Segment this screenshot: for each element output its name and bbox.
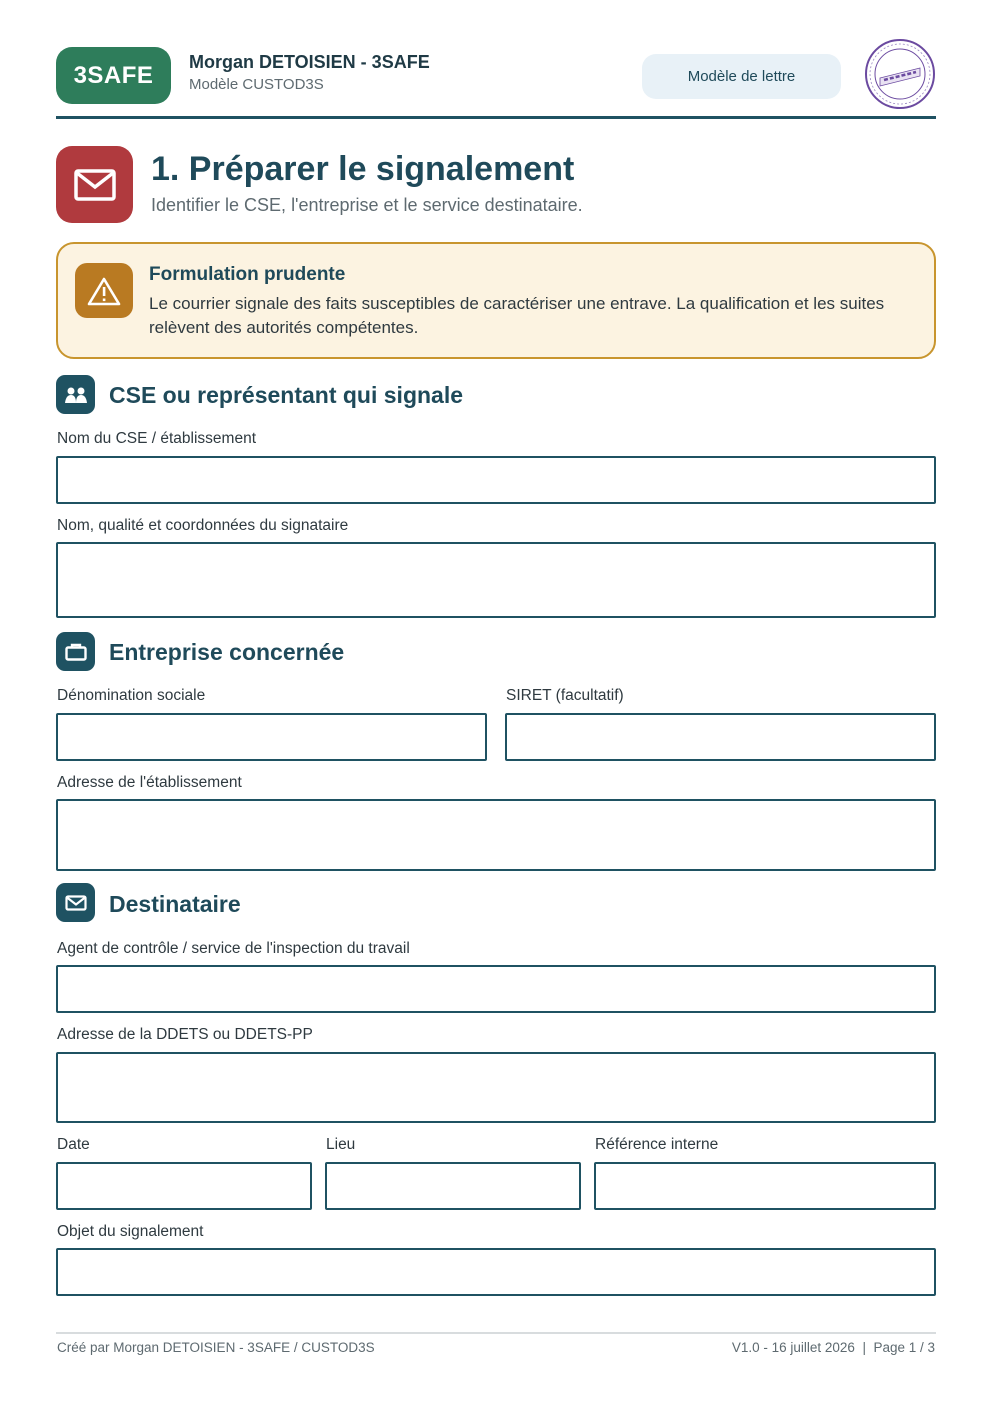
label-reference: Référence interne — [595, 1136, 719, 1153]
seal-icon — [864, 38, 936, 110]
section-title-recipient: Destinataire — [109, 891, 241, 917]
footer-credit: Créé par Morgan DETOISIEN - 3SAFE / CUSTOD3S — [57, 1340, 375, 1355]
page-subtitle: Identifier le CSE, l'entreprise et le service destinataire. — [151, 195, 583, 215]
footer-version-page: V1.0 - 16 juillet 2026 | Page 1 / 3 — [731, 1340, 935, 1355]
author-name: Morgan DETOISIEN - 3SAFE — [189, 52, 430, 72]
section-title-cse: CSE ou représentant qui signale — [109, 382, 464, 408]
reference-field[interactable] — [594, 1162, 936, 1210]
page-title: 1. Préparer le signalement — [151, 150, 575, 188]
label-date: Date — [57, 1136, 90, 1153]
label-signatory: Nom, qualité et coordonnées du signataire — [57, 517, 349, 534]
warning-triangle-icon — [75, 263, 133, 318]
logo-badge: 3SAFE — [56, 47, 171, 104]
cse-name-field[interactable] — [56, 456, 936, 504]
company-name-field[interactable] — [56, 713, 487, 761]
label-siret: SIRET (facultatif) — [506, 687, 624, 704]
people-icon — [56, 375, 95, 414]
document-type-badge: Modèle de lettre — [642, 54, 841, 99]
model-name: Modèle CUSTOD3S — [189, 76, 324, 93]
briefcase-icon — [56, 632, 95, 671]
agent-field[interactable] — [56, 965, 936, 1013]
label-object: Objet du signalement — [57, 1223, 204, 1240]
siret-field[interactable] — [505, 713, 936, 761]
label-agent: Agent de contrôle / service de l'inspection du travail — [57, 940, 410, 957]
label-place: Lieu — [326, 1136, 356, 1153]
company-address-field[interactable] — [56, 799, 936, 871]
footer-divider — [56, 1332, 936, 1334]
warning-title: Formulation prudente — [149, 264, 346, 285]
envelope-icon — [56, 146, 133, 223]
object-field[interactable] — [56, 1248, 936, 1296]
signatory-field[interactable] — [56, 542, 936, 618]
label-address: Adresse de l'établissement — [57, 774, 242, 791]
envelope-icon — [56, 883, 95, 922]
header-divider — [56, 116, 936, 119]
label-company-name: Dénomination sociale — [57, 687, 206, 704]
label-ddets: Adresse de la DDETS ou DDETS-PP — [57, 1026, 313, 1043]
warning-text: Le courrier signale des faits susceptibles de caractériser une entrave. La qualification et les suites relèvent des autorités compétentes. — [149, 294, 885, 337]
date-field[interactable] — [56, 1162, 312, 1210]
place-field[interactable] — [325, 1162, 581, 1210]
ddets-address-field[interactable] — [56, 1052, 936, 1123]
label-cse-name: Nom du CSE / établissement — [57, 430, 257, 447]
section-title-company: Entreprise concernée — [109, 639, 345, 665]
